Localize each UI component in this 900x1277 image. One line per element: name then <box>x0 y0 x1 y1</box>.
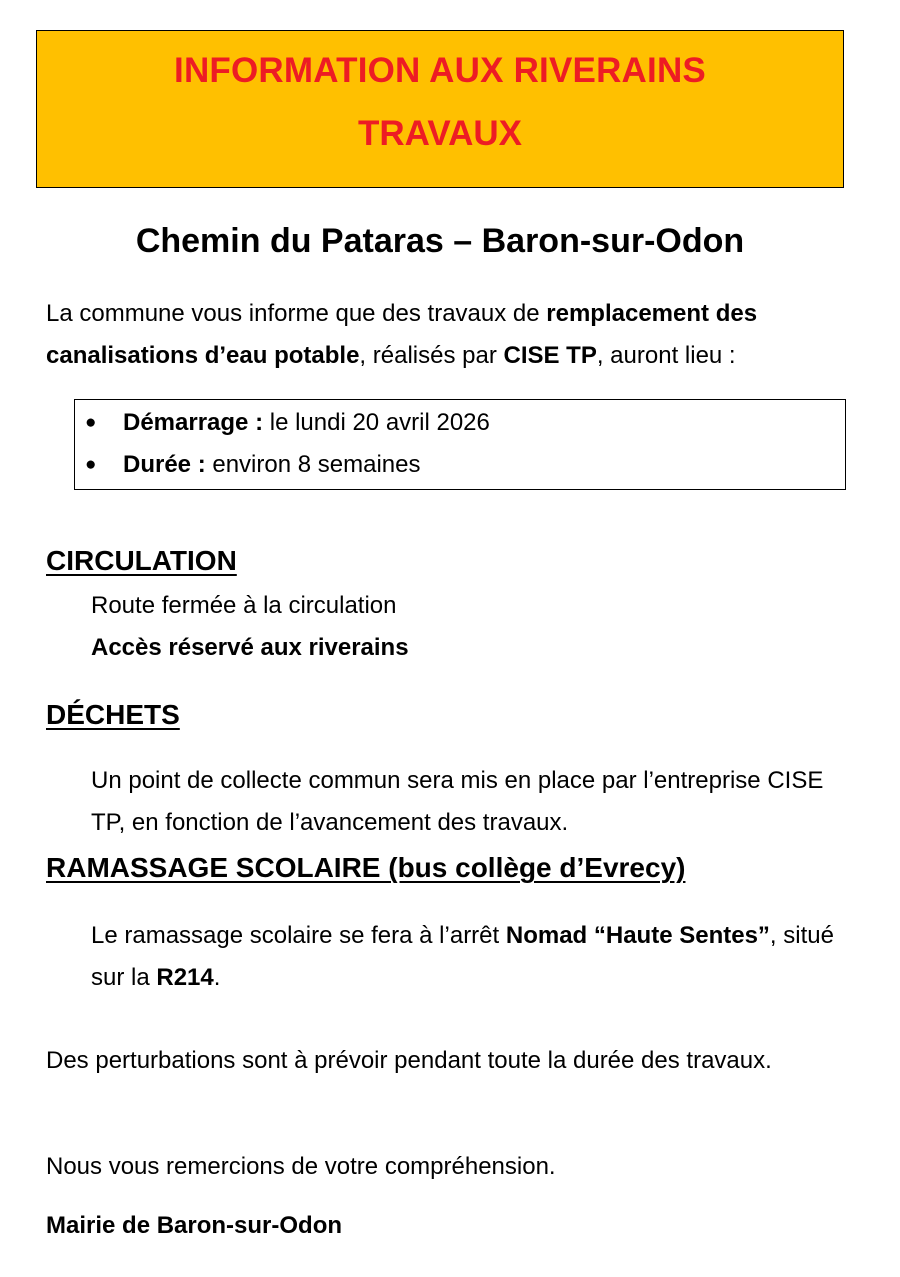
header-banner <box>36 30 844 188</box>
schedule-box <box>74 399 846 490</box>
schedule-duration-label: Durée : <box>123 451 206 478</box>
intro-text-3: , auront lieu : <box>596 342 736 369</box>
banner-title: INFORMATION AUX RIVERAINS <box>174 51 706 90</box>
page-title: Chemin du Pataras – Baron-sur-Odon <box>135 222 745 260</box>
ramassage-text-2: , situé sur la <box>91 922 834 991</box>
ramassage-text-1: Le ramassage scolaire se fera à l’arrêt <box>91 922 506 949</box>
perturbations-paragraph: Des perturbations sont à prévoir pendant toute la durée des travaux. <box>46 1047 772 1074</box>
bullet-icon: ● <box>85 412 97 433</box>
intro-works-type: remplacement des canalisations d’eau potable <box>46 300 758 369</box>
schedule-start-value: le lundi 20 avril 2026 <box>263 409 490 436</box>
circulation-heading: CIRCULATION <box>46 545 237 576</box>
bullet-icon: ● <box>85 454 97 475</box>
ramassage-bus-stop: Nomad “Haute Sentes” <box>505 922 770 949</box>
intro-paragraph <box>46 293 876 377</box>
signature: Mairie de Baron-sur-Odon <box>46 1212 343 1239</box>
schedule-duration-value: environ 8 semaines <box>205 451 421 478</box>
circulation-line-2: Accès réservé aux riverains <box>91 634 409 661</box>
ramassage-text <box>91 915 861 999</box>
intro-contractor: CISE TP <box>503 342 597 369</box>
schedule-start-label: Démarrage : <box>123 409 264 436</box>
thanks-paragraph: Nous vous remercions de votre compréhension. <box>46 1153 556 1180</box>
banner-subtitle: TRAVAUX <box>358 114 522 153</box>
dechets-text: Un point de collecte commun sera mis en place par l’entreprise CISE TP, en fonction de l’avancement des travaux. <box>91 767 824 836</box>
ramassage-road: R214 <box>156 964 214 991</box>
circulation-line-1: Route fermée à la circulation <box>91 592 397 619</box>
ramassage-heading: RAMASSAGE SCOLAIRE (bus collège d’Evrecy) <box>46 852 686 883</box>
ramassage-text-3: . <box>213 964 221 991</box>
dechets-heading: DÉCHETS <box>46 699 180 730</box>
intro-text-2: , réalisés par <box>359 342 504 369</box>
intro-text-1: La commune vous informe que des travaux de <box>46 300 547 327</box>
